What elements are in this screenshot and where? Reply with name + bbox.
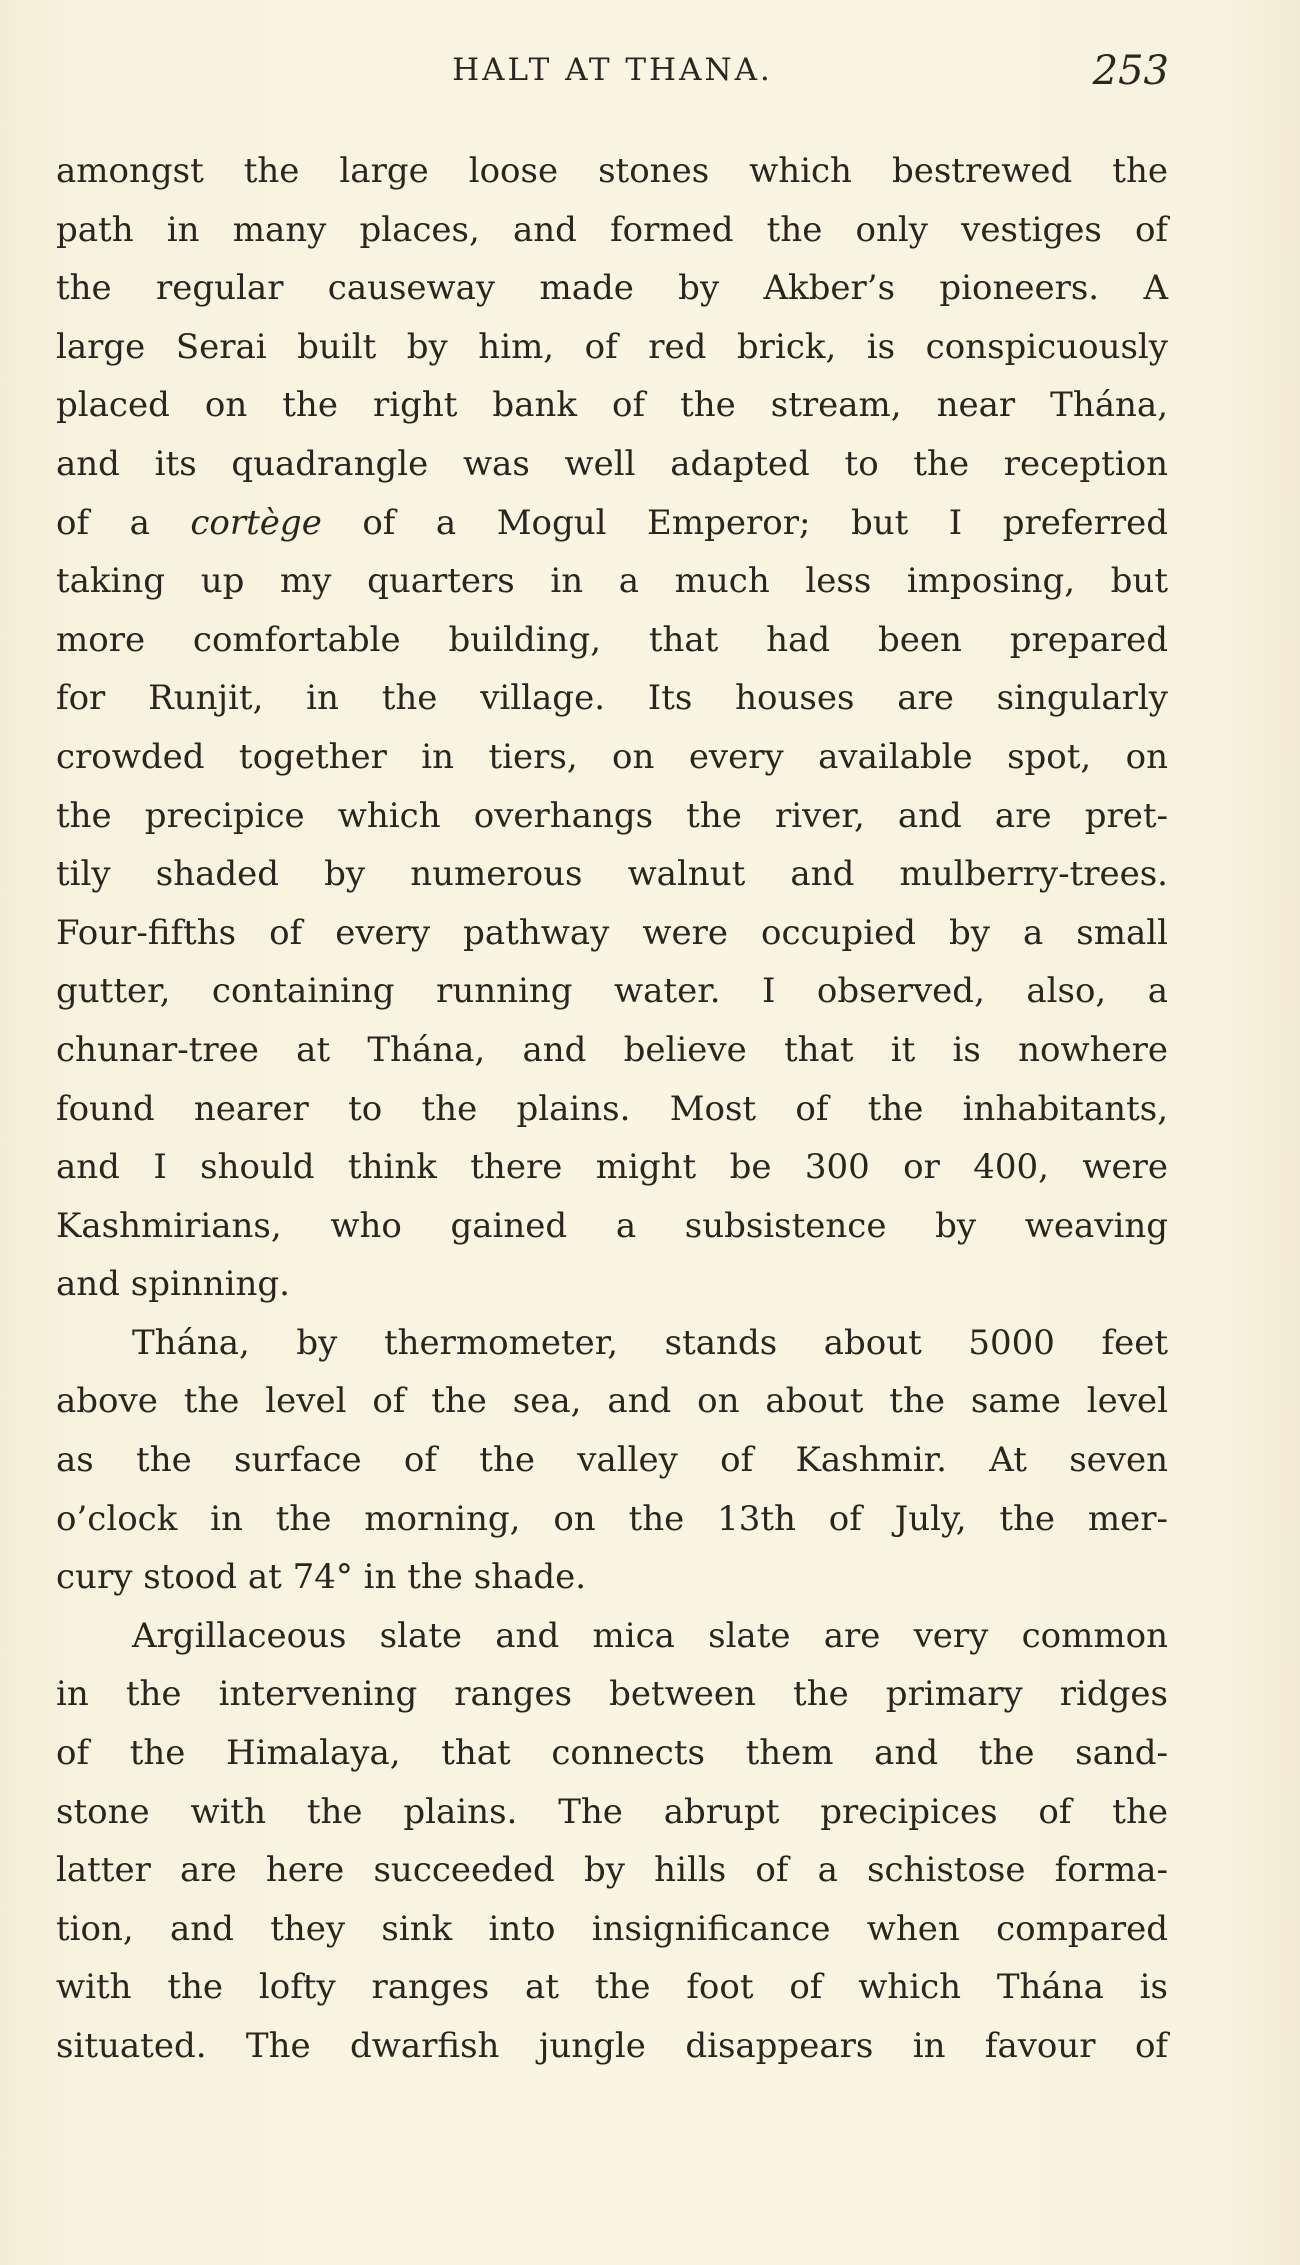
text-line: Argillaceous slate and mica slate are very common	[132, 1615, 1168, 1656]
text-line: more comfortable building, that had been prepared	[56, 619, 1168, 660]
running-head	[56, 48, 1169, 108]
text-line: cury stood at 74° in the shade.	[56, 1557, 587, 1598]
text-line: the precipice which overhangs the river, and are pret-	[56, 795, 1168, 836]
text-line: found nearer to the plains. Most of the inhabitants,	[56, 1088, 1168, 1129]
text-line: as the surface of the valley of Kashmir. At seven	[56, 1440, 1168, 1481]
text-line: tion, and they sink into insignificance when compared	[56, 1908, 1168, 1949]
text-line: and its quadrangle was well adapted to the reception	[56, 443, 1168, 484]
text-line: chunar-tree at Thána, and believe that it is nowhere	[56, 1029, 1168, 1070]
text-line: tily shaded by numerous walnut and mulberry-trees.	[56, 854, 1168, 895]
text-line: and spinning.	[56, 1264, 290, 1305]
italic-word: cortège	[190, 502, 322, 543]
text-line: of a cortège of a Mogul Emperor; but I preferred	[56, 502, 1168, 543]
page-number: 253	[1092, 48, 1169, 94]
text-line: in the intervening ranges between the primary ridges	[56, 1674, 1168, 1715]
text-line: o’clock in the morning, on the 13th of July, the mer-	[56, 1498, 1168, 1539]
text-line: taking up my quarters in a much less imposing, but	[56, 561, 1168, 602]
text-line: path in many places, and formed the only vestiges of	[56, 209, 1168, 250]
text-line: with the lofty ranges at the foot of which Thána is	[56, 1967, 1168, 2008]
text-line: latter are here succeeded by hills of a schistose forma-	[56, 1850, 1168, 1891]
body-text	[56, 142, 1168, 2076]
text-line: situated. The dwarfish jungle disappears in favour of	[56, 2026, 1168, 2066]
text-line: Kashmirians, who gained a subsistence by weaving	[56, 1205, 1168, 1246]
text-line: for Runjit, in the village. Its houses are singularly	[56, 678, 1168, 719]
running-title: HALT AT THANA.	[452, 52, 773, 88]
text-line: large Serai built by him, of red brick, is conspicuously	[56, 326, 1168, 367]
text-line: above the level of the sea, and on about the same level	[56, 1381, 1168, 1422]
text-line: of the Himalaya, that connects them and the sand-	[56, 1733, 1168, 1774]
text-line: and I should think there might be 300 or 400, were	[56, 1147, 1168, 1188]
text-line: stone with the plains. The abrupt precipices of the	[56, 1791, 1168, 1832]
text-line: Thána, by thermometer, stands about 5000 feet	[132, 1322, 1168, 1363]
text-line: Four-fifths of every pathway were occupied by a small	[56, 912, 1168, 953]
text-line: gutter, containing running water. I observed, also, a	[56, 971, 1168, 1012]
text-line: the regular causeway made by Akber’s pioneers. A	[56, 268, 1168, 309]
text-line: amongst the large loose stones which bestrewed the	[56, 151, 1168, 191]
text-line: crowded together in tiers, on every available spot, on	[56, 736, 1168, 777]
text-line: placed on the right bank of the stream, near Thána,	[56, 385, 1168, 426]
